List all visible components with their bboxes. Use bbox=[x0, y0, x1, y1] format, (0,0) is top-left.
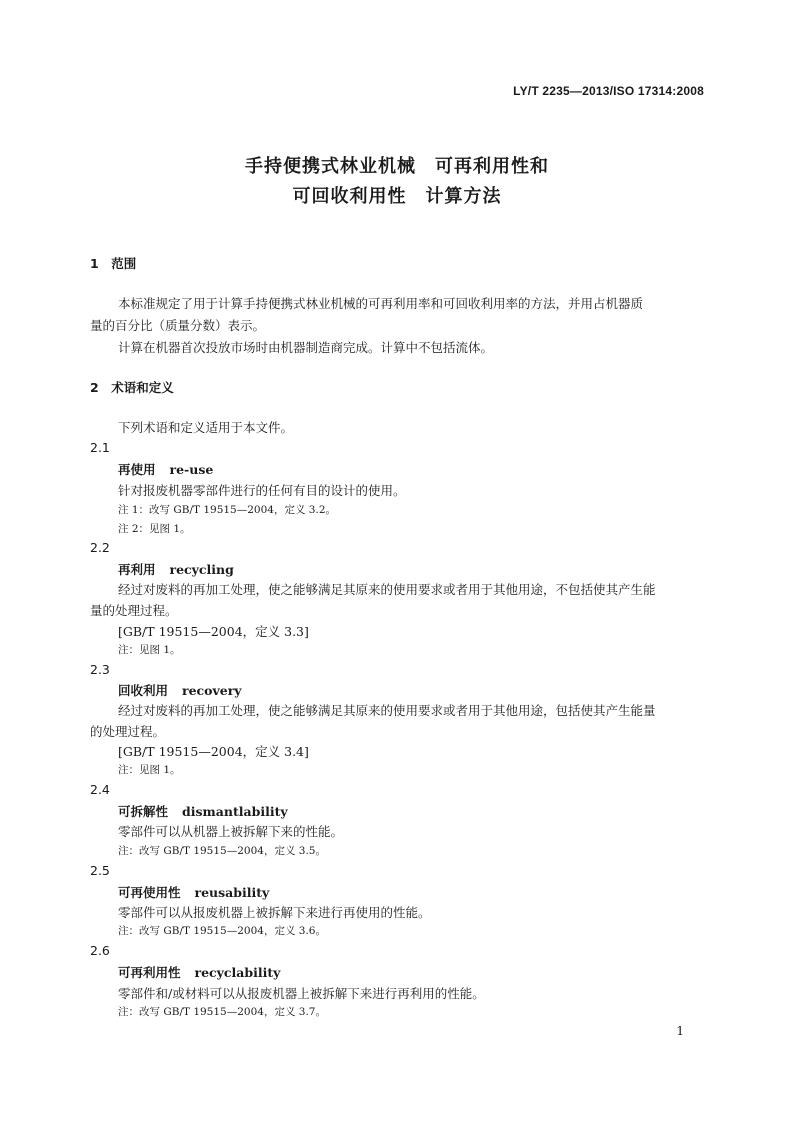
term-heading bbox=[118, 681, 242, 699]
term-reference: [GB/T 19515—2004，定义 3.3] bbox=[118, 624, 309, 639]
term-heading bbox=[118, 883, 269, 901]
term-zh: 回收利用 bbox=[118, 683, 169, 698]
term-number: 2.6 bbox=[90, 943, 110, 958]
term-number: 2.5 bbox=[90, 863, 110, 878]
term-note: 注：见图 1。 bbox=[118, 644, 181, 656]
section-1-heading: 1 范围 bbox=[90, 256, 137, 271]
term-note: 注：改写 GB/T 19515—2004，定义 3.5。 bbox=[118, 845, 326, 857]
term-note: 注：改写 GB/T 19515—2004，定义 3.7。 bbox=[118, 1006, 326, 1018]
term-definition: 经过对废料的再加工处理，使之能够满足其原来的使用要求或者用于其他用途，不包括使其产生能 bbox=[118, 582, 656, 597]
term-number: 2.2 bbox=[90, 540, 110, 555]
term-note: 注：见图 1。 bbox=[118, 764, 181, 776]
term-definition-cont: 的处理过程。 bbox=[90, 724, 166, 739]
standard-number: LY/T 2235—2013/ISO 17314:2008 bbox=[513, 84, 704, 98]
section-2-intro: 下列术语和定义适用于本文件。 bbox=[118, 420, 294, 435]
term-definition: 针对报废机器零部件进行的任何有目的设计的使用。 bbox=[118, 483, 406, 498]
term-en: re-use bbox=[169, 462, 214, 477]
section-1-para2: 计算在机器首次投放市场时由机器制造商完成。计算中不包括流体。 bbox=[118, 340, 494, 355]
term-definition: 零部件可以从报废机器上被拆解下来进行再使用的性能。 bbox=[118, 905, 431, 920]
term-heading bbox=[118, 560, 234, 578]
term-note: 注 2：见图 1。 bbox=[118, 523, 191, 535]
term-reference: [GB/T 19515—2004，定义 3.4] bbox=[118, 744, 309, 759]
term-note: 注 1：改写 GB/T 19515—2004，定义 3.2。 bbox=[118, 504, 336, 516]
term-en: reusability bbox=[194, 885, 270, 900]
section-1-para1-line2: 量的百分比（质量分数）表示。 bbox=[90, 318, 266, 333]
term-en: recovery bbox=[182, 683, 242, 698]
term-number: 2.4 bbox=[90, 782, 110, 797]
term-zh: 可再利用性 bbox=[118, 965, 181, 980]
term-heading bbox=[118, 802, 288, 820]
term-zh: 再使用 bbox=[118, 462, 156, 477]
term-zh: 可再使用性 bbox=[118, 885, 181, 900]
term-zh: 可拆解性 bbox=[118, 804, 169, 819]
term-en: recyclability bbox=[194, 965, 281, 980]
term-number: 2.3 bbox=[90, 662, 110, 677]
term-heading bbox=[118, 963, 280, 981]
page-title-line-2: 可回收利用性 计算方法 bbox=[292, 186, 502, 207]
section-1-para1-line1: 本标准规定了用于计算手持便携式林业机械的可再利用率和可回收利用率的方法，并用占机器质 bbox=[118, 296, 644, 311]
term-definition-cont: 量的处理过程。 bbox=[90, 603, 178, 618]
term-zh: 再利用 bbox=[118, 562, 156, 577]
term-en: recycling bbox=[169, 562, 234, 577]
term-definition: 零部件和/或材料可以从报废机器上被拆解下来进行再利用的性能。 bbox=[118, 986, 485, 1001]
term-definition: 经过对废料的再加工处理，使之能够满足其原来的使用要求或者用于其他用途，包括使其产生能量 bbox=[118, 703, 656, 718]
page-title-line-1: 手持便携式林业机械 可再利用性和 bbox=[245, 156, 549, 177]
term-number: 2.1 bbox=[90, 440, 110, 455]
term-heading bbox=[118, 460, 213, 478]
page-number: 1 bbox=[676, 1024, 684, 1038]
term-definition: 零部件可以从机器上被拆解下来的性能。 bbox=[118, 824, 344, 839]
term-en: dismantlability bbox=[182, 804, 288, 819]
term-note: 注：改写 GB/T 19515—2004，定义 3.6。 bbox=[118, 925, 326, 937]
section-2-heading: 2 术语和定义 bbox=[90, 380, 174, 395]
